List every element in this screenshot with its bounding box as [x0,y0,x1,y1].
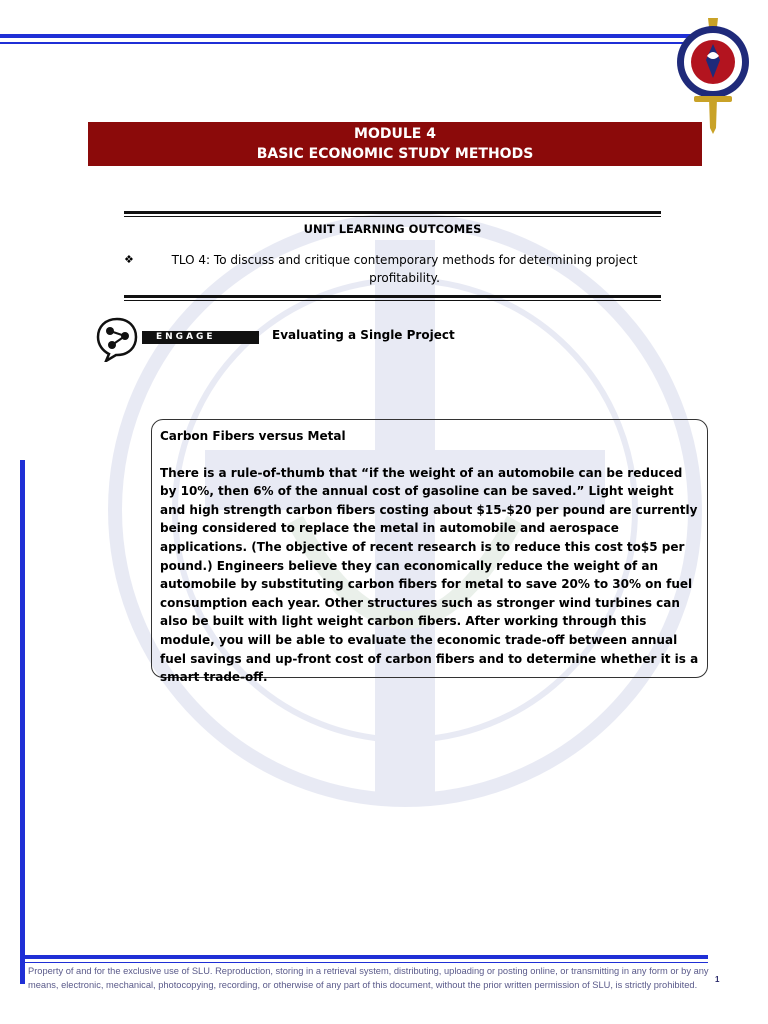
outcomes-bottom-rule [124,295,661,298]
outcomes-title: UNIT LEARNING OUTCOMES [303,222,482,236]
diamond-bullet-icon: ❖ [124,253,134,266]
case-title: Carbon Fibers versus Metal [160,429,346,443]
module-banner [88,122,702,166]
outcomes-bottom-rule-thin [124,300,661,301]
module-number: MODULE 4 [354,126,436,142]
top-rule [0,34,700,38]
left-rule [20,460,25,984]
university-seal-icon [658,16,768,136]
top-rule-thin [0,42,700,44]
page-number: 1 [715,975,720,984]
share-network-icon [96,316,138,362]
module-title: BASIC ECONOMIC STUDY METHODS [256,146,534,162]
case-body: There is a rule-of-thumb that “if the weight of an automobile can be reduced by 10%, then 6% of the annual cost of gasoline can be saved.” Light weight and high strength carbon fibers costing about $15-$20 per pound are currently being considered to replace the metal in automobile and aerospace applications. (The objective of recent research is to reduce this cost to$5 per pound.) Engineers believe they can economically reduce the weight of an automobile by substituting carbon fibers for metal to save 20% to 30% on fuel consumption each year. Other structures such as stronger wind turbines can also be built with light weight carbon fibers. After working through this module, you will be able to evaluate the economic trade-off between annual fuel savings and up-front cost of carbon fibers and to determine whether it is a smart trade-off. [160,465,699,685]
tlo-item [124,251,661,287]
outcomes-top-rule [124,211,661,214]
footer-rule [20,955,708,959]
case-study-box [151,419,708,685]
outcomes-top-rule-thin [124,216,661,217]
copyright-notice: Property of and for the exclusive use of SLU. Reproduction, storing in a retrieval system, distributing, uploading or posting online, or transmitting in any form or by any means, electronic, mechanical, photocopying, recording, or otherwise of any part of this document, without the prior written permission of SLU, is strictly prohibited. [28,966,709,990]
engage-label: ENGAGE [142,331,259,344]
footer-rule-thin [20,962,708,963]
tlo-text: TLO 4: To discuss and critique contemporary methods for determining project profitability. [171,253,638,285]
engage-title: Evaluating a Single Project [272,328,455,342]
